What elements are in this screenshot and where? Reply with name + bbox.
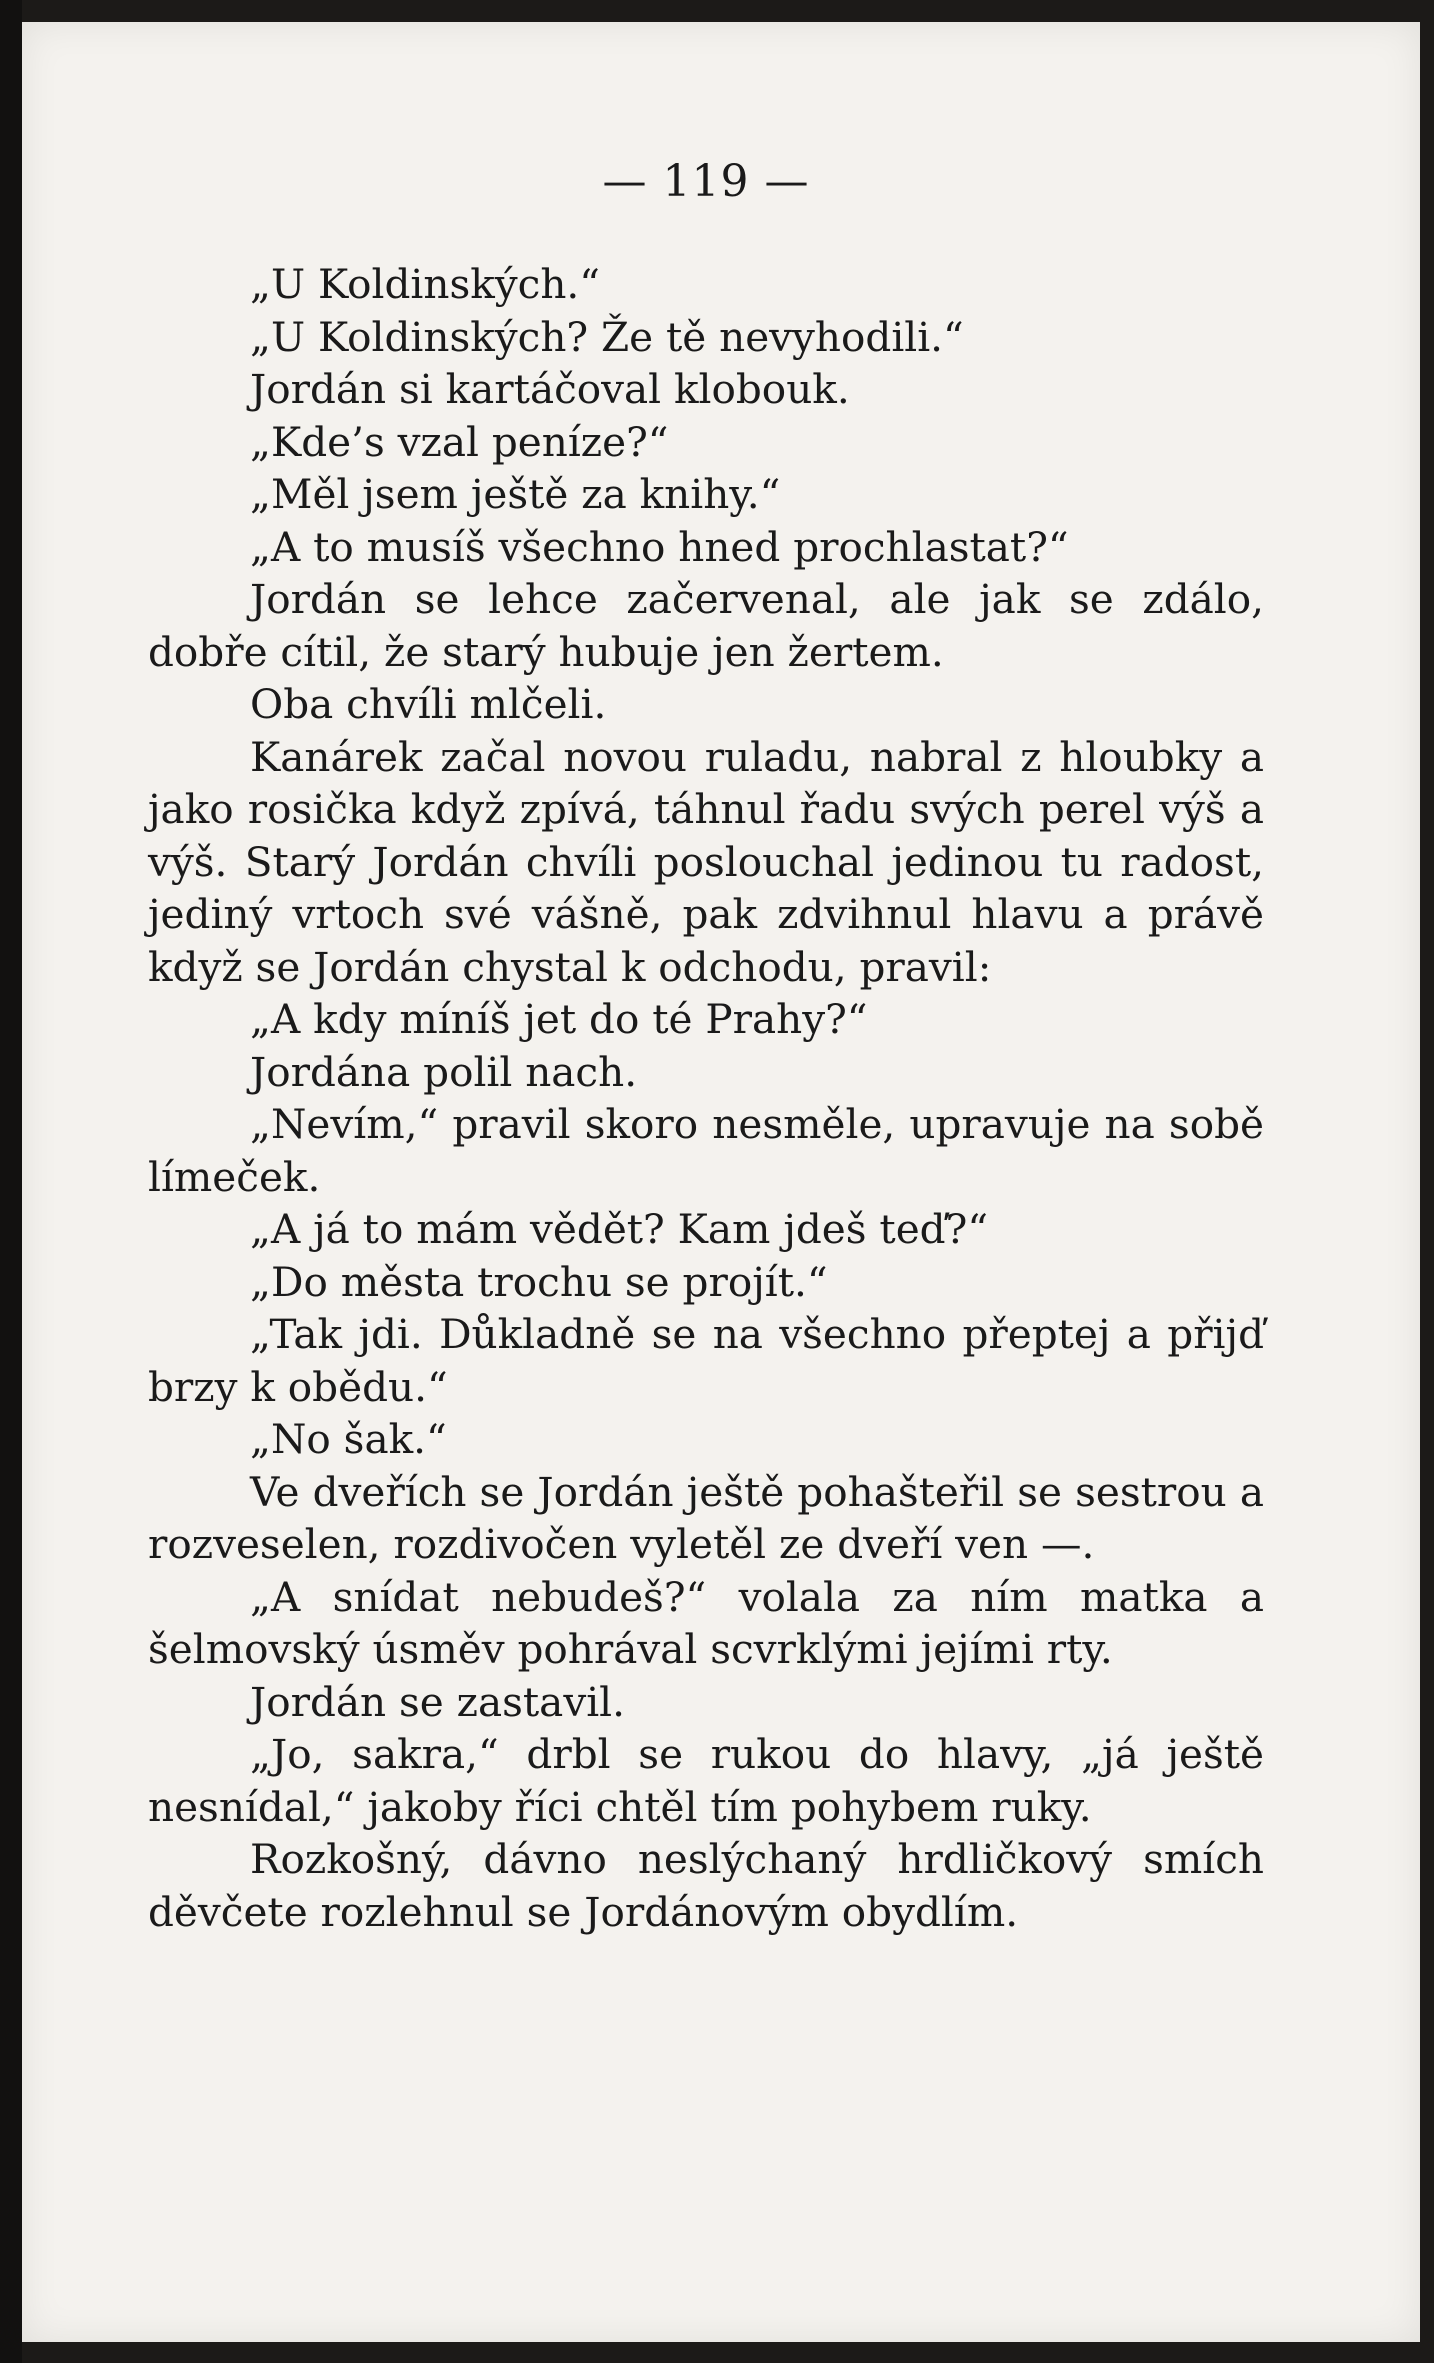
paragraph: Rozkošný, dávno neslýchaný hrdličkový smích děvčete rozlehnul se Jordánovým obydlím.	[148, 1835, 1264, 1936]
paragraph: „A já to mám vědět? Kam jdeš teď?“	[250, 1205, 989, 1253]
paragraph: „U Koldinských.“	[250, 260, 601, 308]
page-number: — 119 —	[602, 156, 810, 207]
paragraph: „A kdy míníš jet do té Prahy?“	[250, 995, 868, 1043]
paragraph: Kanárek začal novou ruladu, nabral z hloubky a jako rosička když zpívá, táhnul řadu svých perel výš a výš. Starý Jordán chvíli poslouchal jedinou tu radost, jediný vrtoch své vášně, pak zdvihnul hlavu a právě když se Jordán chystal k odchodu, pravil:	[148, 732, 1264, 991]
paragraph: Jordán se lehce začervenal, ale jak se zdálo, dobře cítil, že starý hubuje jen žertem.	[148, 575, 1264, 676]
paragraph: Ve dveřích se Jordán ještě pohašteřil se sestrou a rozveselen, rozdivočen vyletěl ze dveří ven —.	[148, 1467, 1264, 1568]
paragraph: „U Koldinských? Že tě nevyhodili.“	[250, 312, 964, 361]
paragraph: „A snídat nebudeš?“ volala za ním matka a šelmovský úsměv pohrával scvrklými jejími rty.	[148, 1572, 1264, 1673]
paragraph: „Tak jdi. Důkladně se na všechno přeptej a přijď brzy k obědu.“	[148, 1310, 1264, 1411]
paragraph: „Do města trochu se projít.“	[250, 1257, 828, 1306]
paragraph: Jordána polil nach.	[250, 1047, 638, 1096]
paragraph: Jordán si kartáčoval klobouk.	[250, 365, 850, 413]
paragraph: Jordán se zastavil.	[250, 1677, 625, 1726]
paragraph: „Nevím,“ pravil skoro nesměle, upravuje na sobě límeček.	[148, 1100, 1264, 1201]
scan-edge	[0, 0, 22, 2363]
paragraph: „Jo, sakra,“ drbl se rukou do hlavy, „já ještě nesnídal,“ jakoby říci chtěl tím pohybem ruky.	[148, 1730, 1264, 1831]
paragraph: „Měl jsem ještě za knihy.“	[250, 470, 781, 518]
paragraph: Oba chvíli mlčeli.	[250, 680, 607, 728]
page-text	[148, 258, 1264, 1938]
paragraph: „A to musíš všechno hned prochlastat?“	[250, 522, 1069, 571]
book-page	[148, 148, 1264, 1938]
paragraph: „Kde’s vzal peníze?“	[250, 417, 669, 466]
paragraph: „No šak.“	[250, 1415, 447, 1463]
